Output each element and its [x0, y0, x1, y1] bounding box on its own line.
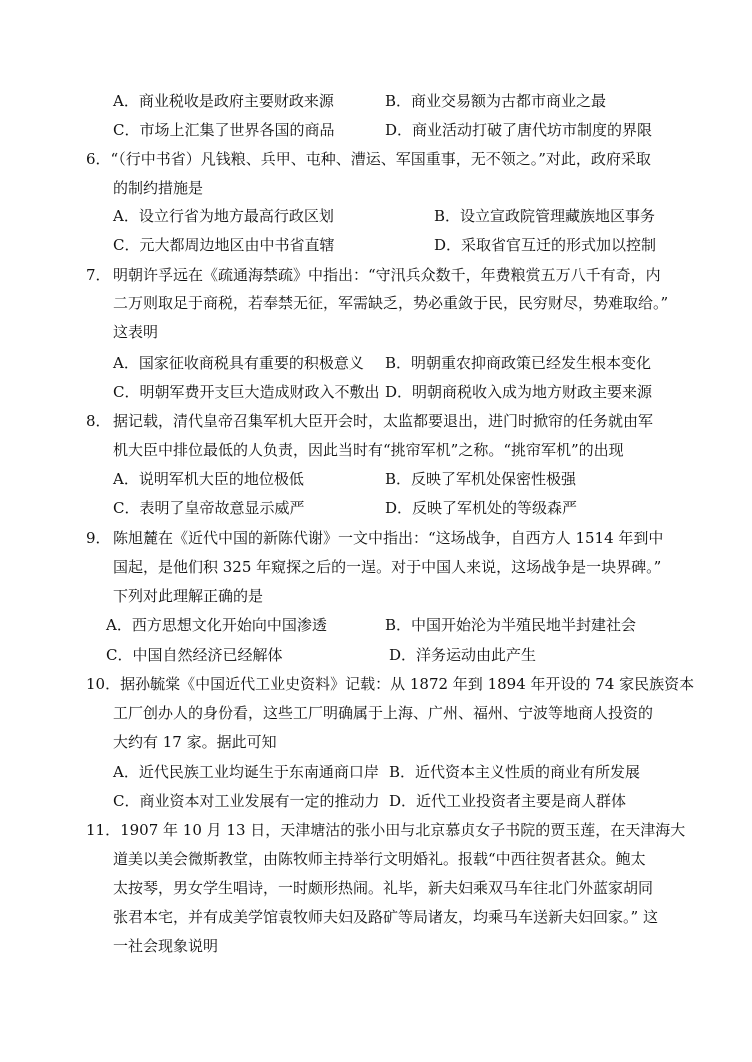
q5-option-d: D．商业活动打破了唐代坊市制度的界限 [385, 121, 653, 139]
q6-option-c: C．元大都周边地区由中书省直辖 [113, 236, 335, 254]
q8-stem-line-2: 机大臣中排位最低的人负责，因此当时有“挑帘军机”之称。“挑帘军机”的出现 [113, 441, 624, 459]
q10-option-b: B．近代资本主义性质的商业有所发展 [389, 763, 641, 781]
q6-option-b: B．设立宣政院管理藏族地区事务 [434, 207, 656, 225]
q11-stem-line-4: 张君本宅，并有成美学馆袁牧师夫妇及路矿等局诸友，均乘马车送新夫妇回家。” 这 [113, 908, 658, 926]
q11-stem-line-1: 11．1907 年 10 月 13 日，天津塘沽的张小田与北京慕贞女子书院的贾玉莲，在天津海大 [86, 821, 686, 839]
q11-stem-line-5: 一社会现象说明 [113, 937, 219, 955]
q6-option-a: A．设立行省为地方最高行政区划 [113, 207, 334, 225]
q7-stem-line-2: 二万则取足于商税，若奉禁无征，军需缺乏，势必重敛于民，民穷财尽，势难取给。” [113, 294, 669, 312]
q9-option-d: D．洋务运动由此产生 [389, 646, 537, 664]
q9-option-b: B．中国开始沦为半殖民地半封建社会 [385, 616, 637, 634]
q8-option-c: C．表明了皇帝故意显示威严 [113, 499, 305, 517]
q8-stem-line-1: 据记载，清代皇帝召集军机大臣开会时，太监都要退出，进门时掀帘的任务就由军 [113, 412, 654, 430]
q11-stem-line-3: 太按琴，男女学生唱诗，一时颇形热闹。礼毕，新夫妇乘双马车往北门外蓝家胡同 [113, 879, 654, 897]
q6-stem-line-2: 的制约措施是 [113, 179, 204, 197]
q7-option-c: C．明朝军费开支巨大造成财政入不敷出 [113, 383, 380, 401]
q6-stem-line-1: 6．“（行中书省）凡钱粮、兵甲、屯种、漕运、军国重事，无不领之。”对此，政府采取 [86, 150, 651, 168]
q10-option-a: A．近代民族工业均诞生于东南通商口岸 [113, 763, 379, 781]
q10-option-c: C．商业资本对工业发展有一定的推动力 [113, 792, 380, 810]
q8-option-b: B．反映了军机处保密性极强 [385, 470, 577, 488]
q8-option-d: D．反映了军机处的等级森严 [385, 499, 578, 517]
q8-number: 8． [86, 412, 111, 430]
q10-option-d: D．近代工业投资者主要是商人群体 [389, 792, 627, 810]
q9-option-a: A．西方思想文化开始向中国渗透 [106, 616, 327, 634]
q7-option-a: A．国家征收商税具有重要的积极意义 [113, 354, 364, 372]
q7-stem-line-1: 明朝许孚远在《疏通海禁疏》中指出：“守汛兵众数千，年费粮赏五万八千有奇，内 [113, 266, 661, 284]
q7-option-d: D．明朝商税收入成为地方财政主要来源 [385, 383, 653, 401]
q8-option-a: A．说明军机大臣的地位极低 [113, 470, 304, 488]
q5-option-a: A．商业税收是政府主要财政来源 [113, 92, 334, 110]
q9-option-c: C．中国自然经济已经解体 [106, 646, 283, 664]
q9-stem-line-1: 陈旭麓在《近代中国的新陈代谢》一文中指出：“这场战争，自西方人 1514 年到中 [113, 529, 664, 547]
q11-stem-line-2: 道美以美会微斯教堂，由陈牧师主持举行文明婚礼。报载“中西往贺者甚众。鲍太 [113, 850, 646, 868]
q7-number: 7． [86, 266, 111, 284]
q9-stem-line-2: 国起，是他们积 325 年窥探之后的一逞。对于中国人来说，这场战争是一块界碑。” [113, 558, 662, 576]
q9-number: 9． [86, 529, 111, 547]
q10-stem-line-2: 工厂创办人的身份看，这些工厂明确属于上海、广州、福州、宁波等地商人投资的 [113, 704, 654, 722]
q6-option-d: D．采取省官互迁的形式加以控制 [434, 236, 657, 254]
q5-option-c: C．市场上汇集了世界各国的商品 [113, 121, 335, 139]
q9-stem-line-3: 下列对此理解正确的是 [113, 587, 264, 605]
q10-stem-line-1: 10．据孙毓棠《中国近代工业史资料》记载：从 1872 年到 1894 年开设的 74 家民族资本 [86, 675, 695, 693]
q10-stem-line-3: 大约有 17 家。据此可知 [113, 733, 277, 751]
q7-option-b: B．明朝重农抑商政策已经发生根本变化 [385, 354, 652, 372]
q5-option-b: B．商业交易额为古都市商业之最 [385, 92, 607, 110]
q7-stem-line-3: 这表明 [113, 323, 159, 341]
